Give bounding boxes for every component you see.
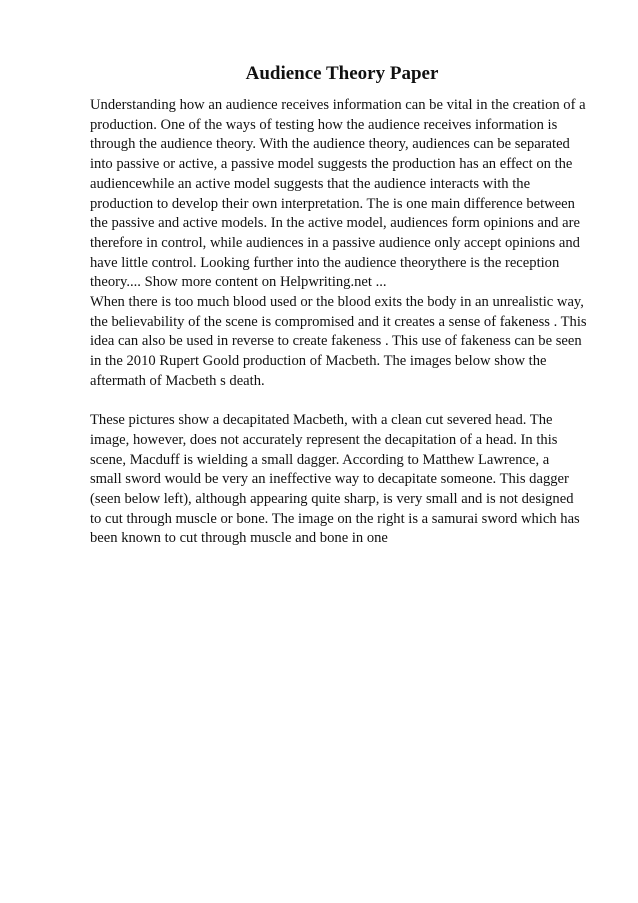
paragraph-1-line-5: audiencewhile an active model suggests that the audience interacts with the: [90, 175, 531, 192]
paragraph-3-line-6: to cut through muscle or bone. The image on the right is a samurai sword which has: [90, 510, 580, 527]
document-body: [90, 96, 590, 549]
paragraph-2: [90, 293, 590, 392]
paragraph-1-line-10: theory.... Show more content on Helpwriting.net ...: [90, 274, 387, 291]
paragraph-3-line-1: These pictures show a decapitated Macbeth, with a clean cut severed head. The: [90, 412, 553, 429]
paragraph-2-line-4: in the 2010 Rupert Goold production of Macbeth. The images below show the: [90, 353, 547, 370]
paragraph-2-line-2: the believability of the scene is compromised and it creates a sense of fakeness . This: [90, 313, 587, 330]
paragraph-3-line-4: small sword would be very an ineffective way to decapitate someone. This dagger: [90, 471, 569, 488]
paragraph-3-line-2: image, however, does not accurately represent the decapitation of a head. In this: [90, 431, 558, 448]
paragraph-1-line-3: through the audience theory. With the audience theory, audiences can be separated: [90, 136, 570, 153]
paragraph-1-line-4: into passive or active, a passive model suggests the production has an effect on the: [90, 156, 573, 173]
paragraph-3-line-5: (seen below left), although appearing quite sharp, is very small and is not designed: [90, 491, 574, 508]
paragraph-3-line-3: scene, Macduff is wielding a small dagger. According to Matthew Lawrence, a: [90, 451, 550, 468]
paragraph-2-line-3: idea can also be used in reverse to create fakeness . This use of fakeness can be seen: [90, 333, 582, 350]
paragraph-1: [90, 96, 590, 293]
paragraph-1-line-8: therefore in control, while audiences in a passive audience only accept opinions and: [90, 234, 580, 251]
paragraph-1-line-2: production. One of the ways of testing how the audience receives information is: [90, 116, 558, 133]
paragraph-1-line-6: production to develop their own interpretation. The is one main difference between: [90, 195, 575, 212]
paragraph-1-line-1: Understanding how an audience receives information can be vital in the creation of a: [90, 97, 586, 113]
document-title: Audience Theory Paper: [245, 63, 439, 84]
paragraph-3-line-7: been known to cut through muscle and bone in one: [90, 530, 388, 547]
paragraph-spacing: [90, 392, 590, 412]
paragraph-3: [90, 411, 590, 549]
paragraph-1-line-7: the passive and active models. In the active model, audiences form opinions and are: [90, 215, 580, 232]
paragraph-1-line-9: have little control. Looking further into the audience theorythere is the reception: [90, 254, 560, 271]
paragraph-2-line-5: aftermath of Macbeth s death.: [90, 372, 265, 389]
paragraph-2-line-1: When there is too much blood used or the blood exits the body in an unrealistic way,: [90, 294, 584, 311]
